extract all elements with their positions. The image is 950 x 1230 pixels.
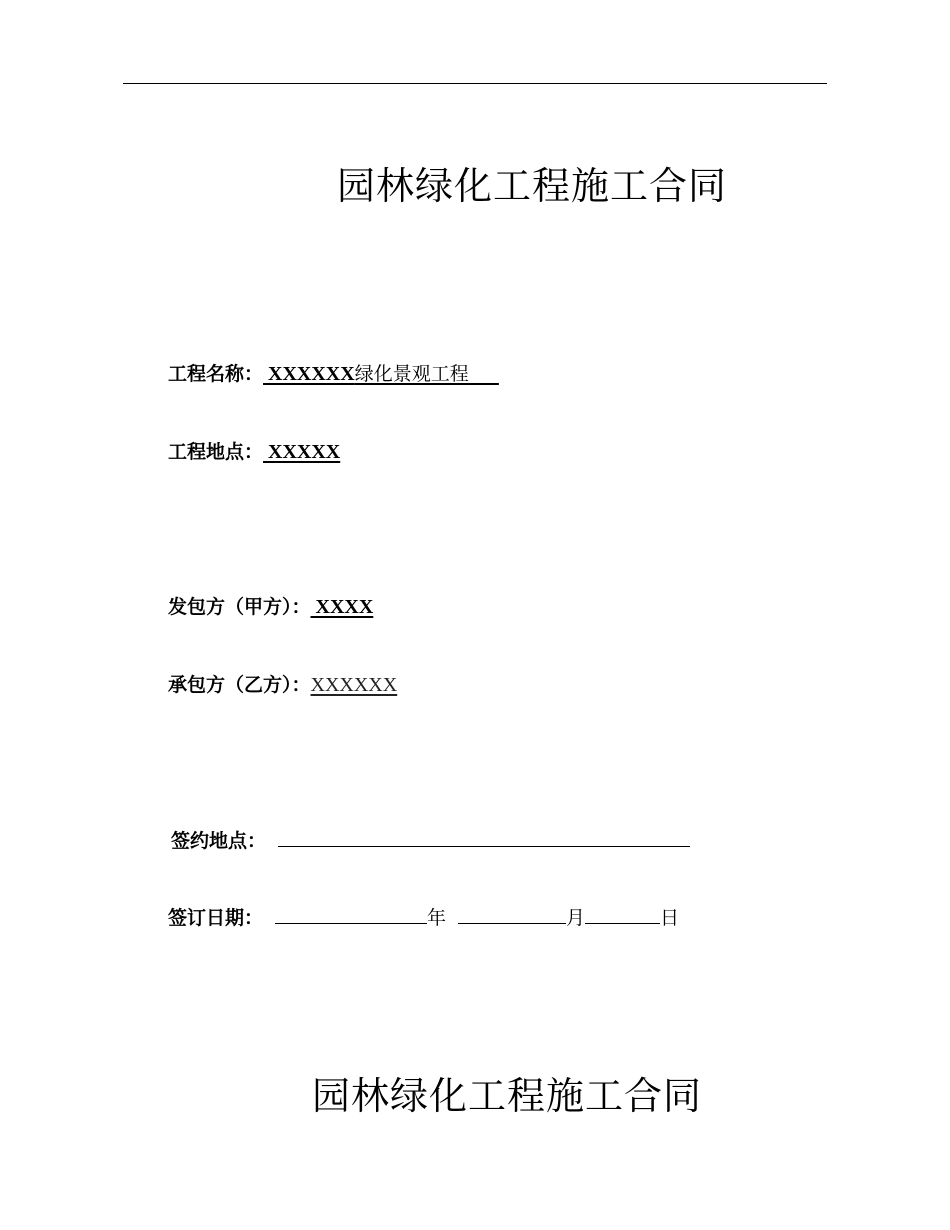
signing-month-blank: [458, 905, 566, 924]
signing-place-row: [171, 828, 690, 853]
party-b-value: XXXXXX: [310, 674, 398, 696]
project-location-row: [168, 440, 340, 464]
signing-day-unit: 日: [660, 907, 680, 929]
party-a-label: 发包方（甲方）：: [168, 596, 311, 618]
signing-year-blank: [275, 905, 427, 924]
signing-date-label: 签订日期：: [168, 907, 264, 929]
project-name-value-text: 绿化景观工程: [354, 363, 499, 385]
signing-place-label: 签约地点：: [171, 830, 267, 852]
document-title: 园林绿化工程施工合同: [337, 164, 728, 208]
party-a-value: XXXX: [310, 596, 374, 618]
signing-year-unit: 年: [427, 907, 447, 929]
project-name-value-code: XXXXXX: [263, 363, 355, 385]
party-b-label: 承包方（乙方）：: [168, 674, 311, 696]
project-name-label: 工程名称：: [168, 363, 264, 385]
project-location-label: 工程地点：: [168, 441, 264, 463]
signing-place-blank: [278, 828, 690, 847]
document-title-repeat: 园林绿化工程施工合同: [312, 1074, 703, 1118]
project-name-row: [168, 362, 499, 386]
project-name-value: [263, 363, 499, 385]
header-rule: [123, 83, 827, 84]
signing-month-unit: 月: [566, 907, 586, 929]
signing-date-row: [168, 905, 679, 930]
signing-day-blank: [585, 905, 660, 924]
party-a-row: [168, 595, 373, 619]
project-location-value: XXXXX: [263, 441, 341, 463]
party-b-row: [168, 673, 397, 697]
